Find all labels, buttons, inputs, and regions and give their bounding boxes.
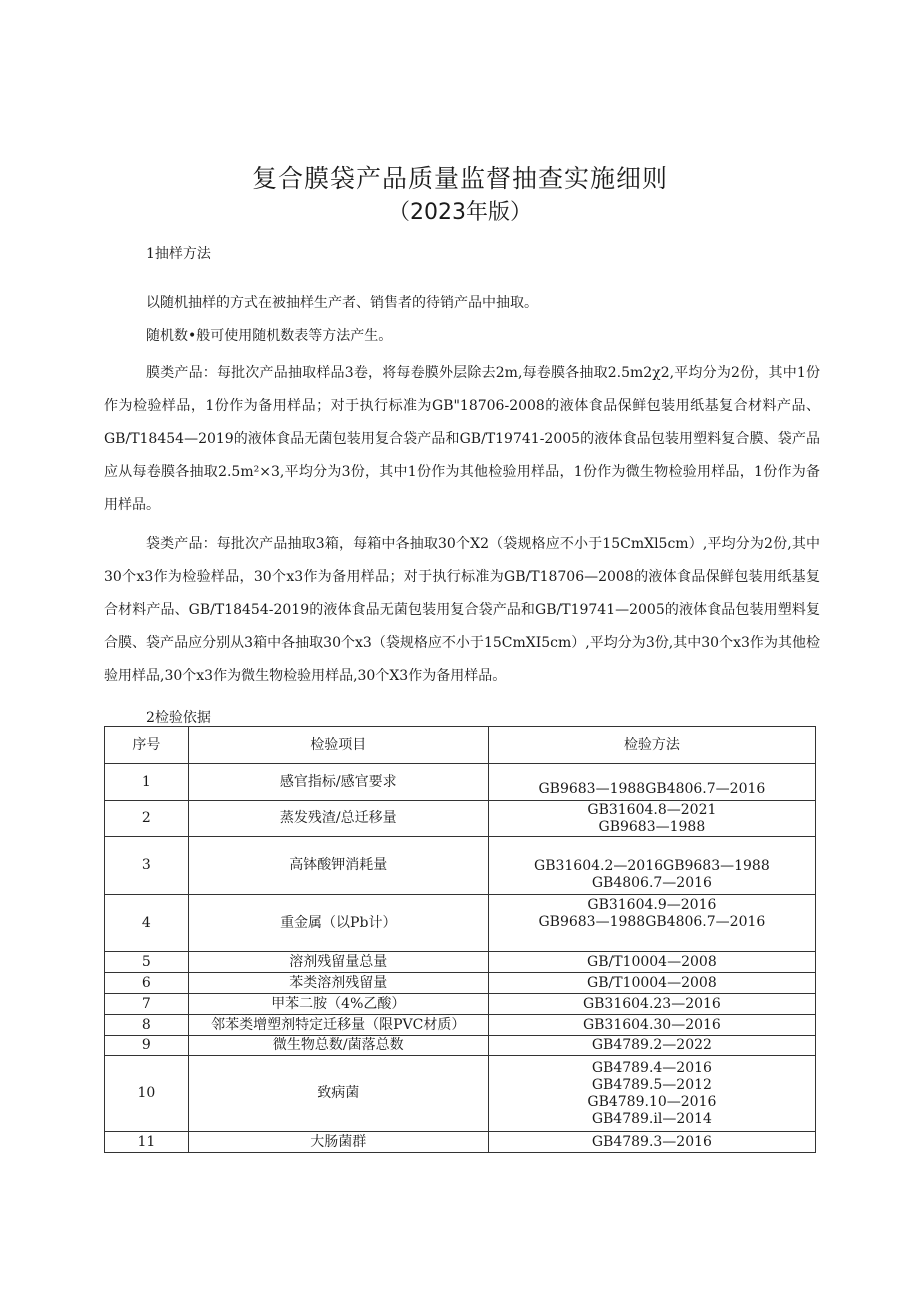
inspection-method [488,973,815,994]
inspection-method [488,1015,815,1036]
inspection-method [488,1056,815,1132]
inspection-method [488,1036,815,1056]
row-number: 1 [105,764,189,801]
paragraph: 袋类产品：每批次产品抽取3箱，每箱中各抽取30个X2（袋规格应不小于15CmXl5cm）,平均分为2份,其中30个x3作为检验样品，30个x3作为备用样品；对于执行标准为GB/T18706—2008的液体食品保鲜包装用纸基复合材料产品、GB/T18454-2019的液体食品无菌包装用复合袋产品和GB/T19741—2005的液体食品包装用塑料复合膜、袋产品应分别从3箱中各抽取30个x3（袋规格应不小于15CmXI5cm）,平均分为3份,其中30个x3作为其他检验用样品,30个x3作为微生物检验用样品,30个X3作为备用样品。 [104,536,820,684]
table-row [105,764,816,801]
paragraph: 随机数•般可使用随机数表等方法产生。 [146,328,393,344]
table-row [105,952,816,973]
header-cell: 序号 [105,727,189,764]
row-number: 7 [105,994,189,1015]
inspection-method [488,994,815,1015]
method-line: GB31604.8—2021 [587,801,717,818]
table-row [105,994,816,1015]
inspection-method [488,1132,815,1153]
table-row [105,1056,816,1132]
method-line: GB31604.30—2016 [582,1016,721,1033]
row-number: 11 [105,1132,189,1153]
method-line: GB31604.2—2016GB9683—1988 [534,858,770,874]
table-row [105,1036,816,1056]
method-line: GB9683—1988GB4806.7—2016 [538,914,766,930]
section-2-heading: 2检验依据 [146,710,211,726]
inspection-item: 甲苯二胺（4%乙酸） [188,994,488,1015]
table-header-row [105,727,816,764]
row-number: 4 [105,895,189,952]
table-row [105,1015,816,1036]
row-number: 6 [105,973,189,994]
inspection-item: 邻苯类增塑剂特定迁移量（限PVC材质） [188,1015,488,1036]
section-1-heading: 1抽样方法 [146,246,211,262]
inspection-method [488,764,815,801]
inspection-item: 微生物总数/菌落总数 [188,1036,488,1056]
inspection-method [488,801,815,837]
table-row [105,801,816,837]
inspection-item: 溶剂残留量总量 [188,952,488,973]
inspection-item: 苯类溶剂残留量 [188,973,488,994]
row-number: 8 [105,1015,189,1036]
method-line: GB31604.9—2016 [587,897,717,913]
inspection-item: 大肠菌群 [188,1132,488,1153]
method-line: GB4789.4—2016 [591,1059,712,1076]
paragraph: 以随机抽样的方式在被抽样生产者、销售者的待销产品中抽取。 [146,295,538,311]
inspection-item: 感官指标/感官要求 [188,764,488,801]
header-cell: 检验项目 [188,727,488,764]
document-subtitle: （2023年版） [388,200,532,225]
method-line: GB4806.7—2016 [591,875,712,891]
method-line: GB/T10004—2008 [587,974,717,991]
row-number: 9 [105,1036,189,1056]
inspection-method [488,952,815,973]
inspection-method [488,895,815,952]
row-number: 5 [105,952,189,973]
table-row [105,973,816,994]
table-row [105,1132,816,1153]
method-line: GB31604.23—2016 [582,995,721,1012]
row-number: 10 [105,1056,189,1132]
inspection-basis-table [104,726,816,1153]
inspection-method [488,837,815,895]
method-line: GB9683—1988 [598,818,706,835]
paragraph: 膜类产品：每批次产品抽取样品3卷，将每卷膜外层除去2m,每卷膜各抽取2.5m2χ2,平均分为2份，其中1份作为检验样品，1份作为备用样品；对于执行标准为GB"18706-2008的液体食品保鲜包装用纸基复合材料产品、GB/T18454—2019的液体食品无菌包装用复合袋产品和GB/T19741-2005的液体食品包装用塑料复合膜、袋产品应从每卷膜各抽取2.5m²×3,平均分为3份，其中1份作为其他检验用样品，1份作为微生物检验用样品，1份作为备用样品。 [104,365,820,513]
method-line: GB4789.il—2014 [591,1110,712,1127]
row-number: 3 [105,837,189,895]
method-line: GB4789.10—2016 [587,1093,717,1110]
table-row [105,895,816,952]
inspection-item: 致病菌 [188,1056,488,1132]
inspection-item: 高钵酸钾消耗量 [188,837,488,895]
method-line: GB/T10004—2008 [587,953,717,970]
method-line: GB4789.3—2016 [591,1133,712,1150]
table-row [105,837,816,895]
row-number: 2 [105,801,189,837]
method-line: GB4789.5—2012 [591,1076,712,1093]
method-line: GB4789.2—2022 [591,1037,712,1053]
header-cell: 检验方法 [488,727,815,764]
method-line: GB9683—1988GB4806.7—2016 [538,781,766,797]
inspection-item: 重金属（以Pb计） [188,895,488,952]
inspection-item: 蒸发残渣/总迁移量 [188,801,488,837]
document-title: 复合膜袋产品质量监督抽查实施细则 [251,164,668,193]
